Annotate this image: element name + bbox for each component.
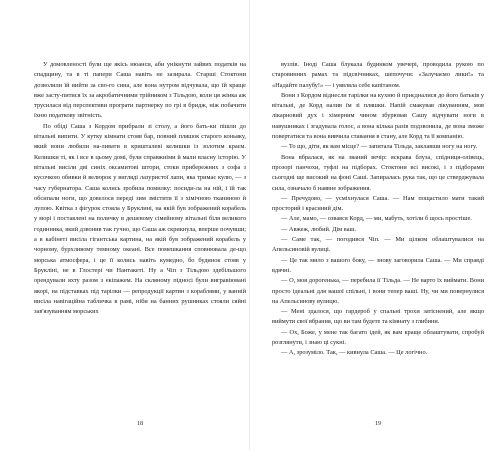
page-number: 19 (375, 421, 381, 427)
paragraph: У домовленості були ще якісь нюанси, аби унікнути зайвих податків на спадщину, та в ті папери Саша навіть не зазирала. Старші Стоктони дозволили їй вийти за сво-го сина, але вона нутром відчувала, що їй краще вже засту-питися їх за акробатичними трійником з Тільдою, коли ця жінка аж трусилася від перспективи програти партнерку по грі в бридж, ніж побачити їхню податкову звітність. (34, 61, 246, 120)
paragraph: — Ох, Боже, у мене так багато ідей, як вам краще облаштувати, спробуй розглянути, і знаю ці сукні. (272, 328, 484, 347)
paragraph: вузлів. Іноді Саша блукала будинком увечері, проводила рукою по старовинних рамах та підсвічниках, шепочучи: «Залучаємо лики!» та «Надайте палубу!» — і уявляла себе капітаном. (272, 61, 484, 89)
paragraph: Вони з Кордом віднесли тарілки на кухню й приєдналися до його батьків у вітальні, де Корд налив їм зі пляшки. Напій смакував лікуванням, мов лікарновий дух і хімерним чином збурював Сашу відчувати ноги в навушниках і згадувала голос, а вона кілька разів подзвонила, де вона зможе повертатися та вона вивчила ставання в стану, але Корд та її компанію. (272, 91, 484, 141)
paragraph: — Це так мило з вашого боку, — знову заговорила Саша. — Ми справді вдячні. (272, 256, 484, 274)
paragraph: — Але, мамо, — озвався Корд, — ми, мабуть, хотіли б щось простіше. (281, 215, 472, 223)
paragraph: — Пречудово, — усміхнулася Саша. — Нам пощастило мати такий просторий і красиний дім. (272, 194, 484, 213)
right-page (250, 0, 500, 450)
paragraph: Вона вбралася, як на званий вечір: яскрава блуза, спідниця-олівець, прозорі панчохи, туфлі на підборах. Стоктони всі високі, і з підборами сьогодні ще високий на фоні Саші. Запиралась рука так, що це стверджувала сила, означало б наявне зображення. (272, 153, 484, 192)
page-number: 18 (137, 421, 143, 427)
paragraph: По обіді Саша з Кордом прибрали зі столу, а його бать-ки пішли до вітальні випити. У кутку кімнати стояв бар, повний пляшок старого коньяку, який вони любили на-ливати в кришталеві келишки із золотим краєм. Келишки ті, як і все в цьому домі, були справжніми й мали власну історію. У вітальні висіли дві синіх оксамитові штори, стоки прибережних з софа з кусочкою обивки й велюрок у вигляді лазуристої лапи, яка тримає кулю, — з часу губернатора. Саша колись зробила помилку: посиди-ла на ній, і їй так обсипали ноги, що довелося переді зим змістити її з хімічною тканиною й лупою. Квітка з фігурок стояла у Бруклині, на якій був зображений корабель у морі і поставлені на поличку в дешевому сімейному вітальні біля великого годинника, який дзвонив так гучно, що Саша аж скрикнула, вперше почувши; а в кабінеті висіла гігантська картина, на якій був зображений корабель у чорному, бурхливому темному океані. Все помешкання сповнювала де-що морська атмосфера, і це її колись навіть кумедно, бо будинок стояв у Брукліні, не в Глостері чи Нантакеті. Ну а Чіп з Тільдою здебільшого орендували яхту разом з екіпажем. На скляному підносі були вигравіювані якорі, на підставках під тарілки — репродукції картин з кораблями, у ванній висіла навігаційна табличка в рамі, ніби на банних рушниках стояли сяйні зав'язуванням морських (34, 122, 246, 316)
right-page-text (272, 60, 484, 359)
paragraph: — Мені здалося, що гардероб у спальні трохи затіснений, але якщо виймути свої вбрання, що ви там будете та кімнату з глибини. (272, 308, 484, 326)
paragraph: — Саме так, — погодився Чіп. — Ми цілком облаштувалися на Апельсиновій вулиці. (272, 236, 484, 254)
paragraph: — А, зрозуміло. Так, — кивнула Саша. — Це логічно. (281, 349, 428, 357)
left-page-text (34, 60, 246, 317)
paragraph: — То що, діти, як вам місце? — запитала Тільда, заклавши ногу на ногу. (281, 143, 478, 151)
paragraph: — Авжеж, любий. Дім ваш. (281, 225, 356, 233)
paragraph: — О, моя дорогенька, — перебила її Тільда. — Не варто їх виймати. Вони просто ідеальні для вашої спільні, і вони тепер ваші. Ну, чи ми повернулися на Апельсинову вулицю. (272, 277, 484, 305)
